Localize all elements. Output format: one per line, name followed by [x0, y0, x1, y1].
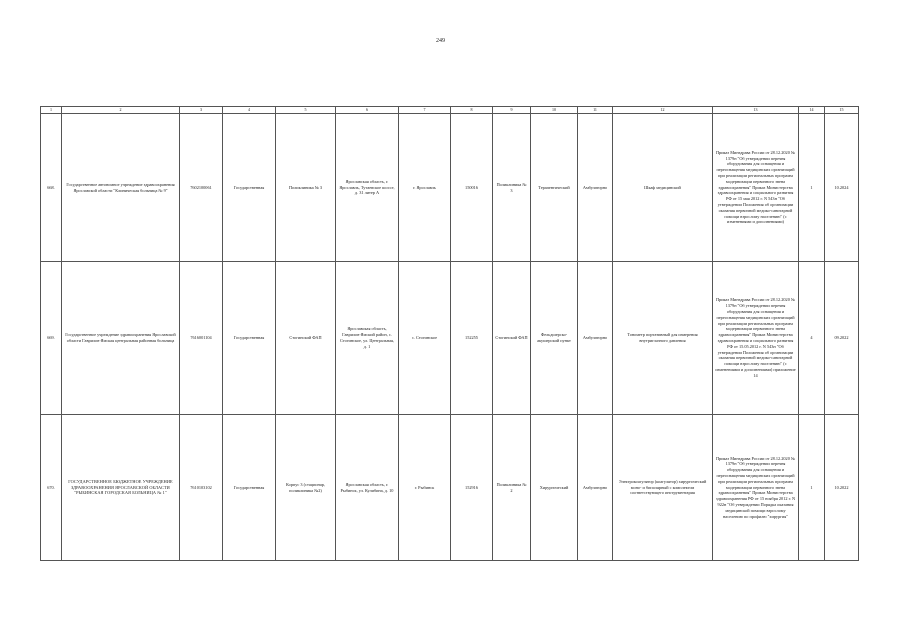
row-number: 669.: [41, 262, 62, 415]
regulatory-order: Приказ Минздрава России от 28.12.2020 № 1379н "Об утверждении перечня оборудования для оснащения и переоснащения медицинских организаций при реализации региональных программ модернизации первичного звена здравоохранения" Приказ Министерства здравоохранения и социального развития РФ от 15.05.2012 г. N 543н "Об утверждении Положения об организации оказания первичной медико-санитарной помощи взрослому населению" (с изменениями и дополнениями) приложение 14: [713, 262, 799, 415]
postal-index: 152255: [451, 262, 493, 415]
page-number: 249: [436, 38, 445, 44]
row-number: 668.: [41, 114, 62, 262]
address: Ярославская область, г. Рыбинск, ул. Кулибина, д. 10: [336, 415, 399, 561]
row-number: 670.: [41, 415, 62, 561]
equipment-table: [40, 106, 859, 561]
care-conditions: Амбулаторно: [578, 415, 613, 561]
department: Терапевтический: [531, 114, 578, 262]
column-number: 11: [578, 107, 613, 114]
column-number: 6: [336, 107, 399, 114]
equipment-name: Шкаф медицинский: [613, 114, 713, 262]
column-number: 8: [451, 107, 493, 114]
quantity: 1: [799, 114, 825, 262]
ownership-form: Государственная: [223, 114, 276, 262]
subunit: Поликлиника № 2: [493, 415, 531, 561]
column-number: 4: [223, 107, 276, 114]
organization-name: Государственное учреждение здравоохранения Ярославской области Гаврилов-Ямская центральная районная больница: [62, 262, 180, 415]
column-number: 14: [799, 107, 825, 114]
column-number: 1: [41, 107, 62, 114]
column-number: 7: [399, 107, 451, 114]
postal-index: 152916: [451, 415, 493, 561]
column-number: 3: [180, 107, 223, 114]
column-number: 2: [62, 107, 180, 114]
column-number: 12: [613, 107, 713, 114]
column-number: 10: [531, 107, 578, 114]
ownership-form: Государственная: [223, 262, 276, 415]
equipment-name: Тонометр портативный для измерения внутриглазного давления: [613, 262, 713, 415]
table-row: [41, 114, 859, 262]
subunit: Поликлиника № 3: [493, 114, 531, 262]
address: Ярославская область, г. Ярославль, Тутаевское шоссе, д. 31 литер А: [336, 114, 399, 262]
structural-unit: Корпус 3 (стационар, поликлиника №2): [276, 415, 336, 561]
delivery-date: 10.2024: [825, 114, 859, 262]
settlement: г. Рыбинск: [399, 415, 451, 561]
column-number: 13: [713, 107, 799, 114]
quantity: 4: [799, 262, 825, 415]
structural-unit: Стогинский ФАП: [276, 262, 336, 415]
delivery-date: 10.2022: [825, 415, 859, 561]
organization-name: ГОСУДАРСТВЕННОЕ БЮДЖЕТНОЕ УЧРЕЖДЕНИЕ ЗДРАВООХРАНЕНИЯ ЯРОСЛАВСКОЙ ОБЛАСТИ "РЫБИНСКАЯ ГОРОДСКАЯ БОЛЬНИЦА № 1": [62, 415, 180, 561]
regulatory-order: Приказ Минздрава России от 28.12.2020 № 1379н "Об утверждении перечня оборудования для оснащения и переоснащения медицинских организаций при реализации региональных программ модернизации первичного звена здравоохранения" Приказ Министерства здравоохранения РФ от 15 ноября 2012 г. N 922н "Об утверждении Порядка оказания медицинской помощи взрослому населению по профилю "хирургия": [713, 415, 799, 561]
care-conditions: Амбулаторно: [578, 262, 613, 415]
column-number-row: [41, 107, 859, 114]
inn: 7602100061: [180, 114, 223, 262]
column-number: 5: [276, 107, 336, 114]
column-number: 15: [825, 107, 859, 114]
care-conditions: Амбулаторно: [578, 114, 613, 262]
settlement: с. Стогинское: [399, 262, 451, 415]
postal-index: 150016: [451, 114, 493, 262]
delivery-date: 09.2022: [825, 262, 859, 415]
department: Хирургический: [531, 415, 578, 561]
table-row: [41, 415, 859, 561]
column-number: 9: [493, 107, 531, 114]
address: Ярославская область, Гаврилов-Ямский район, с. Стогинское, ул. Центральная, д. 1: [336, 262, 399, 415]
subunit: Стогинский ФАП: [493, 262, 531, 415]
regulatory-order: Приказ Минздрава России от 28.12.2020 № 1379н "Об утверждении перечня оборудования для оснащения и переоснащения медицинских организаций при реализации региональных программ модернизации первичного звена здравоохранения" Приказ Министерства здравоохранения и социального развития РФ от 15 мая 2012 г. N 543н "Об утверждении Положения об организации оказания первичной медико-санитарной помощи взрослому населению" (с изменениями и дополнениями): [713, 114, 799, 262]
table-row: [41, 262, 859, 415]
equipment-name: Электрокоагулятор (коагулятор) хирургический моно- и биполярный с комплектом соответствующего инструментария: [613, 415, 713, 561]
settlement: г. Ярославль: [399, 114, 451, 262]
inn: 7616001104: [180, 262, 223, 415]
organization-name: Государственное автономное учреждение здравоохранения Ярославской области "Клиническая больница № 9": [62, 114, 180, 262]
inn: 7610103102: [180, 415, 223, 561]
quantity: 1: [799, 415, 825, 561]
structural-unit: Поликлиника № 3: [276, 114, 336, 262]
ownership-form: Государственная: [223, 415, 276, 561]
department: Фельдшерско-акушерский пункт: [531, 262, 578, 415]
